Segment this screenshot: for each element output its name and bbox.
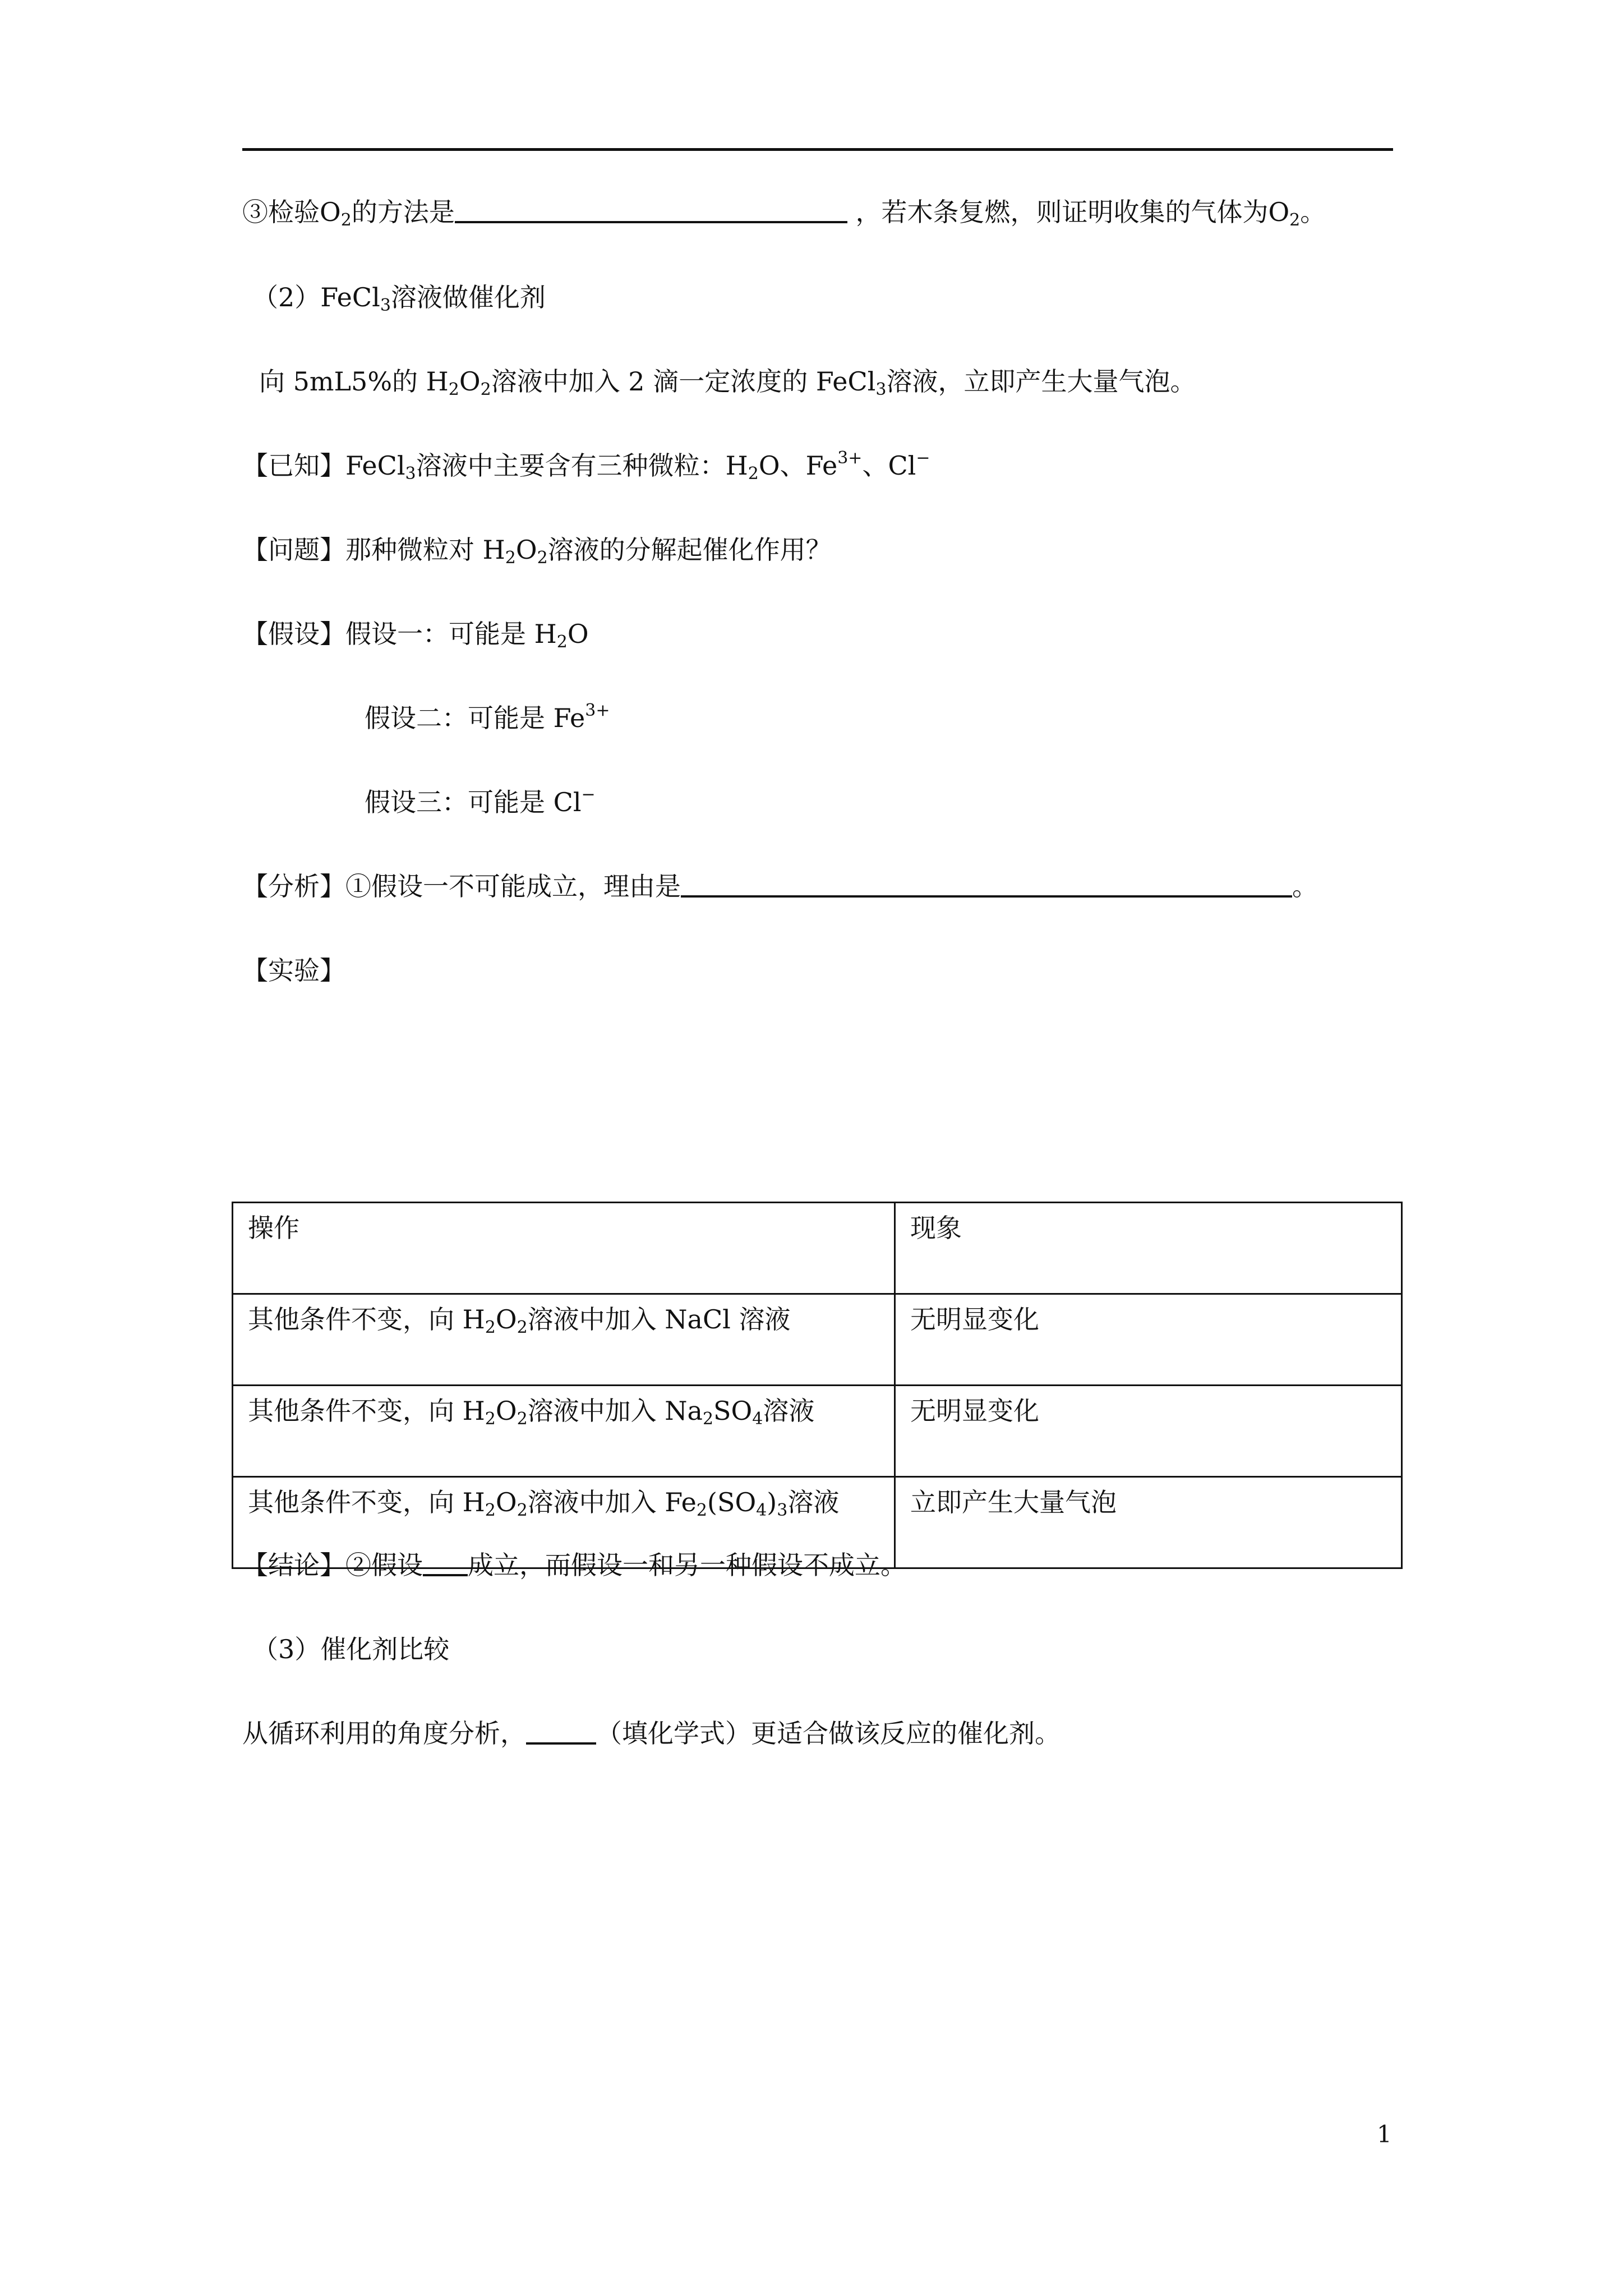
phenomenon-cell: 无明显变化 [895, 1386, 1402, 1477]
table-row [233, 1294, 1402, 1386]
section-3-heading: （3）催化剂比较 [252, 1634, 450, 1664]
q1-part3-line: ③检验$O_2$的方法是 ，若木条复燃，则证明收集的气体为$O_2$。 [242, 197, 1326, 230]
phenomenon-cell: 无明显变化 [895, 1294, 1402, 1386]
header-phenomenon: 现象 [895, 1203, 1402, 1294]
table-header-row [233, 1203, 1402, 1294]
phenomenon-cell: 立即产生大量气泡 [895, 1477, 1402, 1568]
answer-blank-test-method[interactable] [455, 196, 847, 223]
operation-cell: 其他条件不变，向 $H_2O_2$溶液中加入 $Fe_2(SO_4)_3$溶液 [233, 1477, 895, 1568]
section-2-heading: （2）FeCl$_3$溶液做催化剂 [252, 282, 546, 315]
operation-cell: 其他条件不变，向 $H_2O_2$溶液中加入 $Na_2SO_4$溶液 [233, 1386, 895, 1477]
experiment-table [232, 1202, 1403, 1569]
conclusion-line: 【结论】②假设 成立，而假设一和另一种假设不成立。 [242, 1550, 906, 1580]
header-rule [242, 148, 1393, 151]
question-line: 【问题】那种微粒对 $H_2O_2$溶液的分解起催化作用？ [242, 535, 832, 568]
intro-sentence: 向 5mL5%的 $H_2O_2$溶液中加入 2 滴一定浓度的 FeCl$_3$溶液，立即产生大量气泡。 [259, 366, 1196, 399]
hypothesis-2: 假设二：可能是 $Fe^{3+}$ [365, 701, 610, 733]
analysis-line: 【分析】①假设一不可能成立，理由是 。 [242, 871, 1318, 901]
page-number: 1 [1377, 2120, 1392, 2148]
hypothesis-3: 假设三：可能是 Cl− [365, 785, 596, 817]
operation-cell: 其他条件不变，向 $H_2O_2$溶液中加入 NaCl 溶液 [233, 1294, 895, 1386]
compare-line: 从循环利用的角度分析， （填化学式）更适合做该反应的催化剂。 [242, 1718, 1061, 1749]
answer-blank-formula[interactable] [526, 1718, 596, 1745]
known-line: 【已知】FeCl$_3$溶液中主要含有三种微粒：$H_2O$、$Fe^{3+}$、Cl− [242, 448, 930, 484]
answer-blank-hypothesis[interactable] [423, 1549, 468, 1576]
answer-blank-reason[interactable] [681, 871, 1292, 898]
table-row [233, 1386, 1402, 1477]
header-operation: 操作 [233, 1203, 895, 1294]
hypothesis-1: 【假设】假设一：可能是 $H_2O$ [242, 619, 589, 652]
experiment-label: 【实验】 [242, 955, 345, 986]
